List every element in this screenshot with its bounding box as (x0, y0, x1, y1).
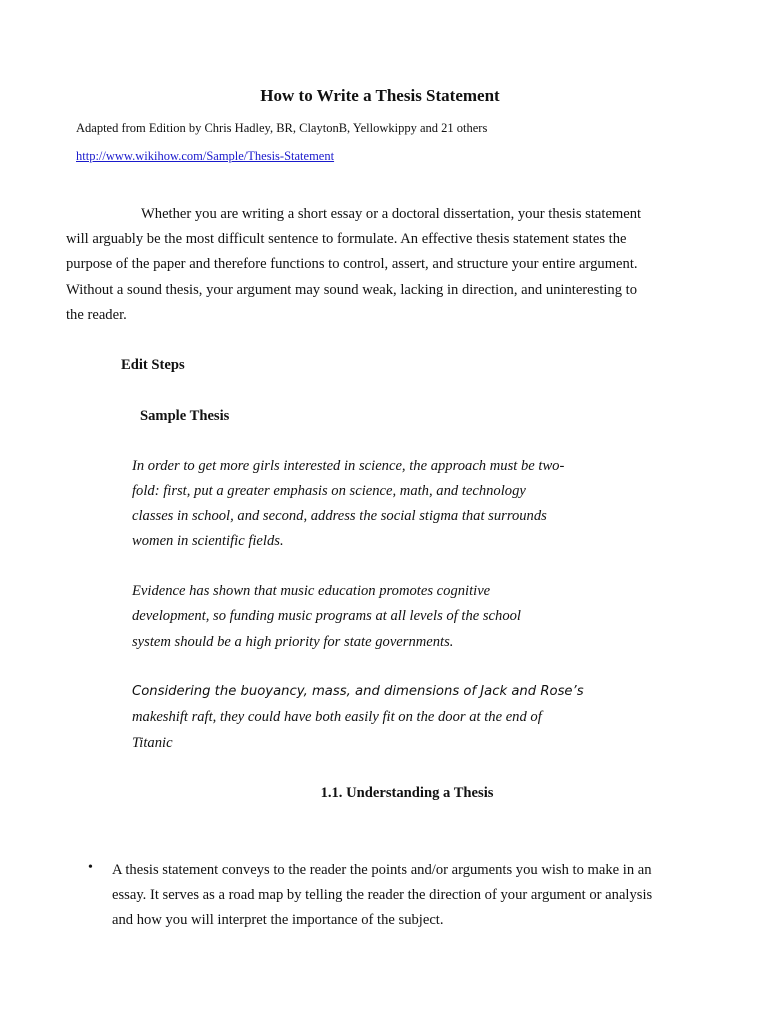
attribution-text: Adapted from Edition by Chris Hadley, BR, ClaytonB, Yellowkippy and 21 others (76, 121, 488, 135)
intro-line: the reader. (66, 307, 127, 323)
bullet-marker: • (88, 860, 93, 875)
intro-line: purpose of the paper and therefore functions to control, assert, and structure your entire argument. (66, 256, 638, 272)
bullet-line: essay. It serves as a road map by telling the reader the direction of your argument or analysis (112, 887, 653, 903)
intro-line: Without a sound thesis, your argument may sound weak, lacking in direction, and uninteresting to (66, 282, 638, 298)
example-line: Considering the buoyancy, mass, and dimensions of Jack and Rose’s (132, 684, 584, 699)
example-line: system should be a high priority for state governments. (132, 634, 454, 650)
document-title: How to Write a Thesis Statement (260, 86, 500, 105)
example-line: fold: first, put a greater emphasis on science, math, and technology (132, 483, 526, 499)
intro-line: will arguably be the most difficult sentence to formulate. An effective thesis statement states the (66, 231, 627, 247)
example-line: classes in school, and second, address the social stigma that surrounds (132, 508, 547, 524)
example-line: Titanic (132, 735, 173, 751)
bullet-line: A thesis statement conveys to the reader the points and/or arguments you wish to make in an (112, 862, 652, 878)
example-line: development, so funding music programs at all levels of the school (132, 608, 521, 624)
source-link[interactable]: http://www.wikihow.com/Sample/Thesis-Statement (76, 149, 335, 163)
example-line: makeshift raft, they could have both easily fit on the door at the end of (132, 709, 542, 725)
intro-line: Whether you are writing a short essay or a doctoral dissertation, your thesis statement (141, 206, 642, 222)
bullet-line: and how you will interpret the importance of the subject. (112, 912, 444, 928)
example-line: women in scientific fields. (132, 533, 284, 549)
example-line: Evidence has shown that music education promotes cognitive (132, 583, 491, 599)
edit-steps-heading: Edit Steps (121, 357, 185, 373)
sample-thesis-heading: Sample Thesis (140, 408, 230, 424)
example-line: In order to get more girls interested in science, the approach must be two- (132, 458, 565, 474)
section-heading: 1.1. Understanding a Thesis (320, 785, 494, 801)
